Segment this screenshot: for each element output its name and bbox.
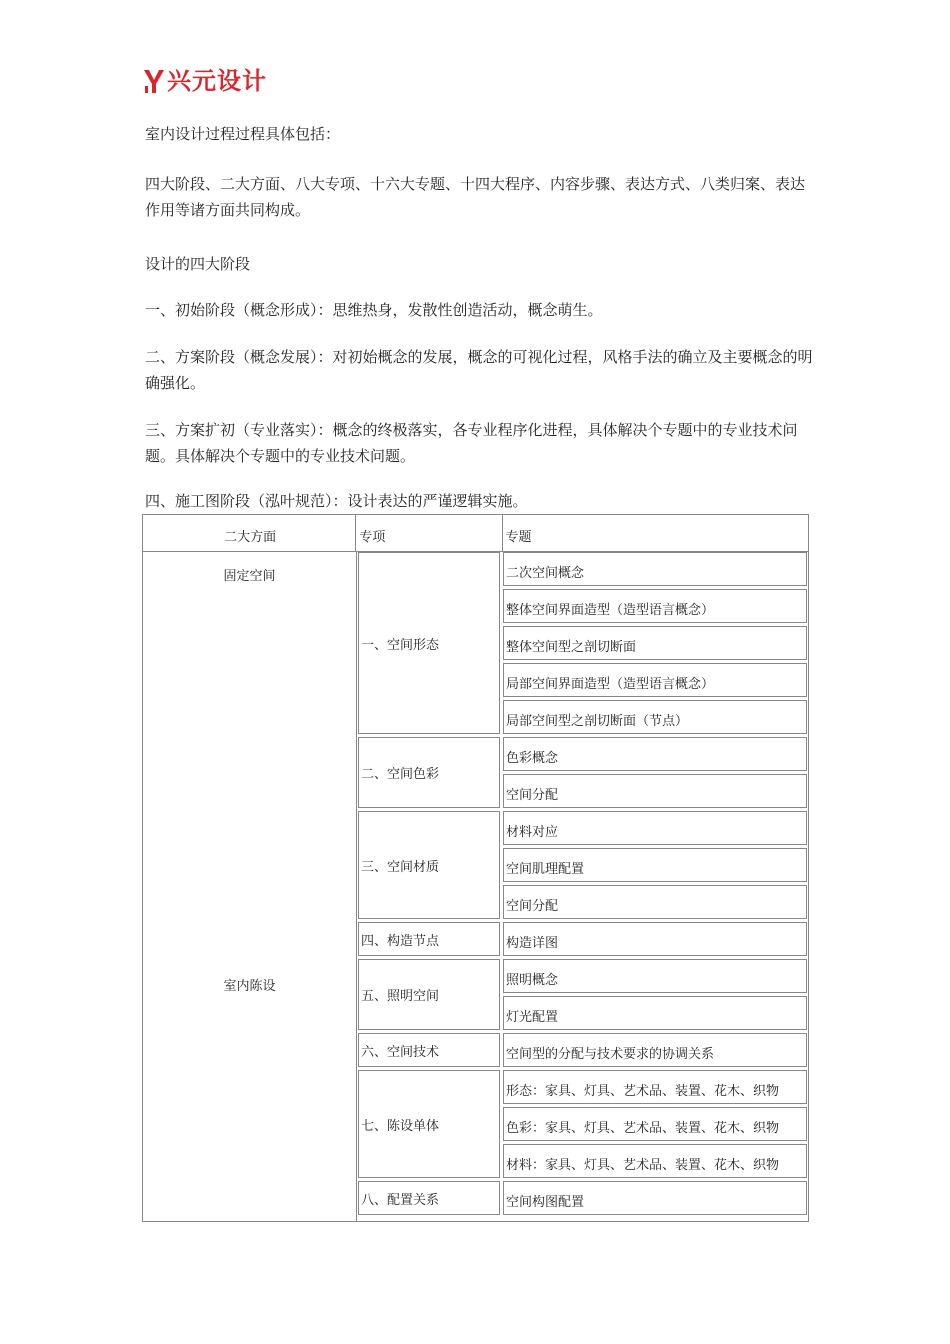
topic-cell: 空间构图配置 [503, 1181, 807, 1215]
topic-cell: 构造详图 [503, 922, 807, 956]
specialty-label: 八、配置关系 [361, 1192, 440, 1208]
paragraph-stage-4: 四、施工图阶段（泓叶规范）：设计表达的严谨逻辑实施。 [145, 492, 528, 510]
table-header-row [143, 515, 809, 552]
specialty-cell [358, 1181, 500, 1215]
topic-cell: 空间分配 [503, 885, 807, 919]
specialty-group [357, 810, 809, 921]
specialty-label: 四、构造节点 [361, 933, 440, 949]
specialty-group [357, 1032, 809, 1069]
topic-cell: 局部空间界面造型（造型语言概念） [503, 663, 807, 697]
paragraph-stage-3: 三、方案扩初（专业落实）：概念的终极落实，各专业程序化进程，具体解决个专题中的专业技术问题。具体解决个专题中的专业技术问题。 [145, 421, 798, 465]
paragraph-intro: 室内设计过程过程具体包括： [145, 125, 341, 143]
topic-cell: 二次空间概念 [503, 552, 807, 586]
paragraph-stages-heading: 设计的四大阶段 [145, 255, 251, 273]
specialty-label: 一、空间形态 [361, 637, 440, 653]
topic-cell: 形态：家具、灯具、艺术品、装置、花木、织物 [503, 1070, 807, 1104]
design-table [142, 514, 809, 552]
paragraph-stage-1: 一、初始阶段（概念形成）：思维热身，发散性创造活动，概念萌生。 [145, 301, 603, 319]
specialty-group [357, 551, 809, 736]
specialty-cell [358, 811, 500, 919]
specialty-label: 三、空间材质 [361, 859, 440, 875]
specialty-group [357, 958, 809, 1032]
aspect-fixed-space: 固定空间 [223, 569, 276, 584]
topic-cell: 局部空间型之剖切断面（节点） [503, 700, 807, 734]
topic-cell: 材料对应 [503, 811, 807, 845]
logo-mark-icon [143, 68, 165, 94]
header-topic: 专题 [502, 515, 808, 552]
specialty-cell [358, 1070, 500, 1178]
topic-cell: 空间分配 [503, 774, 807, 808]
specialty-cell [358, 922, 500, 956]
specialty-label: 二、空间色彩 [361, 767, 440, 782]
header-aspects: 二大方面 [143, 515, 356, 552]
specialty-cell [358, 552, 500, 734]
logo-text: 兴元设计 [167, 67, 267, 95]
brand-logo [143, 66, 267, 96]
topic-cell: 空间型的分配与技术要求的协调关系 [503, 1033, 807, 1067]
paragraph-stage-2: 二、方案阶段（概念发展）：对初始概念的发展，概念的可视化过程，风格手法的确立及主要概念的明确强化。 [145, 348, 813, 392]
specialty-label: 六、空间技术 [361, 1044, 440, 1060]
topic-cell: 空间肌理配置 [503, 848, 807, 882]
topic-cell: 灯光配置 [503, 996, 807, 1030]
header-specialty: 专项 [356, 515, 502, 552]
specialty-group [357, 921, 809, 958]
topic-cell: 整体空间型之剖切断面 [503, 626, 807, 660]
specialty-cell [358, 737, 500, 808]
specialty-group [357, 1069, 809, 1180]
specialty-cell [358, 959, 500, 1030]
topic-cell: 材料：家具、灯具、艺术品、装置、花木、织物 [503, 1144, 807, 1178]
topic-cell: 整体空间界面造型（造型语言概念） [503, 589, 807, 623]
topic-cell: 色彩：家具、灯具、艺术品、装置、花木、织物 [503, 1107, 807, 1141]
topic-cell: 照明概念 [503, 959, 807, 993]
aspect-interior-furnishing: 室内陈设 [223, 979, 276, 994]
specialty-group [357, 736, 809, 810]
paragraph-composition: 四大阶段、二大方面、八大专项、十六大专题、十四大程序、内容步骤、表达方式、八类归案、表达作用等诸方面共同构成。 [145, 175, 806, 219]
specialty-label: 七、陈设单体 [361, 1118, 440, 1134]
specialty-group [357, 1180, 809, 1217]
topic-cell: 色彩概念 [503, 737, 807, 771]
specialty-cell [358, 1033, 500, 1067]
specialty-label: 五、照明空间 [361, 989, 440, 1004]
table-body [142, 551, 809, 1222]
